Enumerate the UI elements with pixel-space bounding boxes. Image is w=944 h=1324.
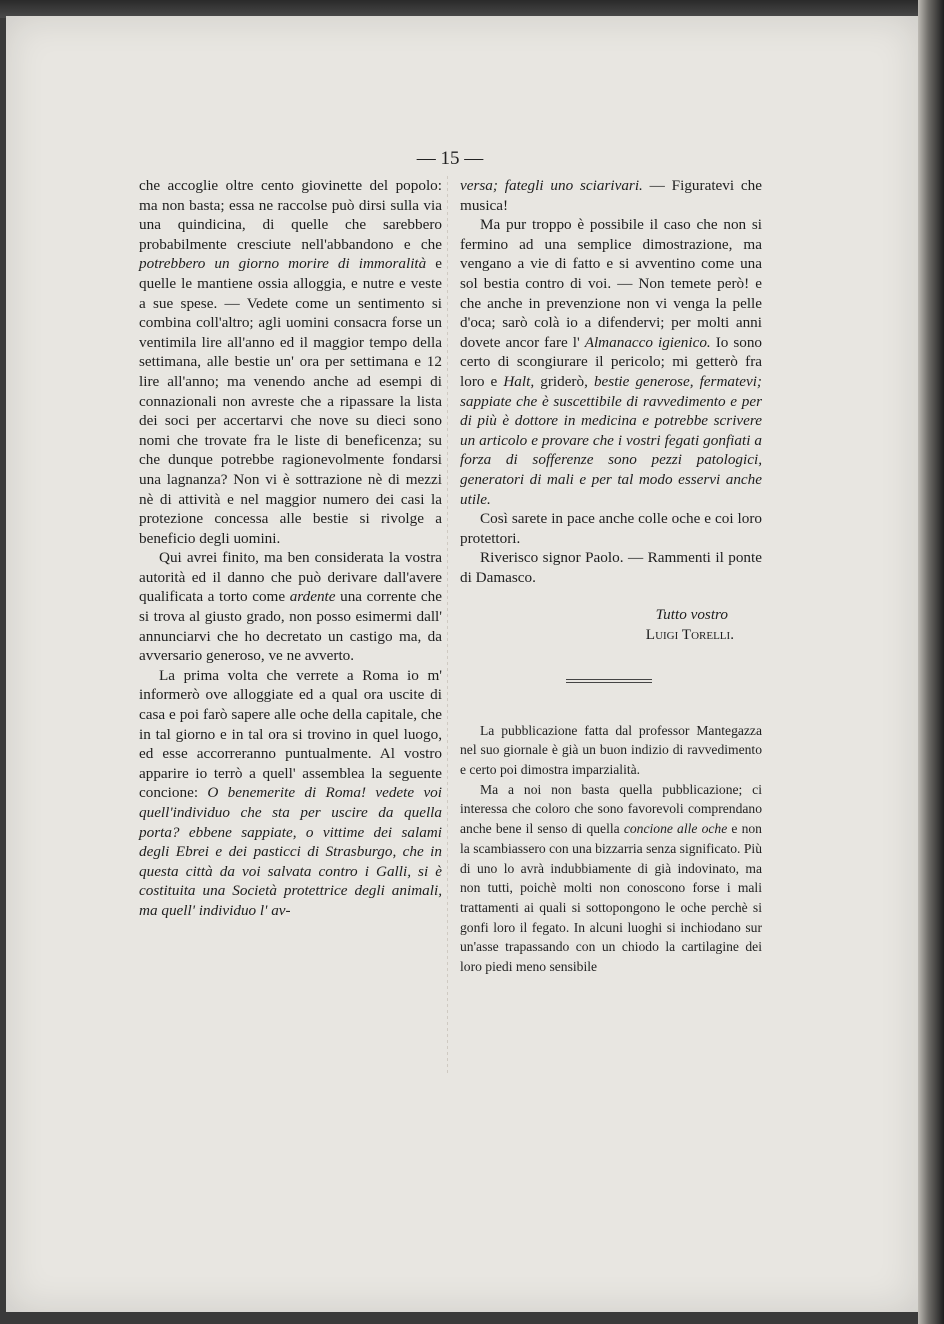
paragraph: [139, 666, 442, 921]
paragraph: [139, 548, 442, 666]
italic-run: potrebbero un giorno morire di immoralità: [139, 255, 427, 273]
editorial-note: [460, 721, 762, 977]
text-run: — Figuratevi che musica!: [460, 177, 762, 214]
left-column: [139, 176, 442, 921]
italic-run: bestie generose, fermatevi; sappiate che è suscettibile di ravvedimento e per di più è dottore in medicina e potrebbe scrivere un articolo e provare che i vostri fegati gonfiati a forza di sofferenze sono pezzi patologici, generatori di mali e per tal modo esservi anche utile.: [460, 372, 762, 508]
text-run: che accoglie oltre cento giovinette del popolo: ma non basta; essa ne raccolse può dirsi sulla via una quindicina, di quelle che sarebbero probabilmente cresciute nell'abbandono e che: [139, 177, 442, 253]
italic-run: ardente: [289, 588, 336, 606]
italic-run: versa; fategli uno sciarivari.: [460, 177, 643, 194]
paragraph: [139, 176, 442, 548]
italic-run: Halt,: [503, 372, 535, 390]
text-run: e non la scambiassero con una bizzarria senza significato. Più di uno lo avrà indubbiamente di già indovinato, ma non tutti, poichè molti non conoscono forse i mali trattamenti ai quali si sottopongono le oche perchè si gonfi loro il fegato. In alcuni luoghi si inchiodano sur un'asse trapassando con un chiodo la cartilagine dei loro piedi meno sensibile: [460, 821, 762, 975]
paragraph: Così sarete in pace anche colle oche e coi loro protettori.: [460, 510, 762, 547]
text-run: e quelle le mantiene ossia alloggia, e nutre e veste a sue spese. — Vedete come un sentimento si combina coll'altro; agli uomini consacra forse un ventimila lire all'anno ed il maggior tempo della settimana, alle bestie un' ora per settimana e 12 lire all'anno; ma venendo anche ad esempi di connazionali non avreste che a ripassare la lista dei soci per accertarvi che nove su dieci sono nomi che trovate fra le liste di beneficenza; su che dunque potrebbe ragionevolmente fondarsi una lagnanza? Non vi è sottrazione nè di mezzi nè di attività e nel maggior numero dei casi la protezione concessa alle bestie si rivolge a beneficio degli uomini.: [139, 255, 442, 547]
column-divider: [447, 176, 448, 1076]
scan-border-right: [918, 0, 944, 1324]
text-run: Ma pur troppo è possibile il caso che non si fermino ad una semplice dimostrazione, ma vengano a vie di fatto e si avventino come una sol bestia contro di voi. — Non temete però! e che anche in prevenzione non vi venga la pelle d'oca; sarò colà io a difendervi; per molti anni dovete ancor fare l': [460, 216, 762, 351]
text-run: una corrente che si trova al giusto grado, non posso esimermi dall' annunciarvi che ho decretato un castigo ma, da avversario generoso, ve ne avverto.: [139, 588, 442, 665]
section-rule: [566, 679, 652, 683]
right-column: [460, 176, 762, 977]
note-paragraph: [460, 780, 762, 977]
page-number: — 15 —: [416, 148, 484, 169]
signature-closing: Tutto vostro: [655, 606, 728, 624]
italic-run: concione alle oche: [623, 821, 728, 837]
note-paragraph: La pubblicazione fatta dal professor Mantegazza nel suo giornale è già un buon indizio di ravvedimento e certo poi dimostra imparzialità.: [460, 722, 762, 778]
paragraph: [460, 215, 762, 509]
text-run: Ma a noi non basta quella pubblicazione; ci interessa che coloro che sono favorevoli comprendano anche bene il senso di quella: [460, 781, 762, 837]
text-run: griderò,: [534, 372, 594, 390]
text-run: Qui avrei finito, ma ben considerata la vostra autorità ed il danno che può derivare dall'avere qualificata a torto come: [139, 549, 442, 606]
italic-run: Almanacco igienico.: [584, 333, 711, 351]
italic-run: O benemerite di Roma! vedete voi quell'individuo che sta per uscire da quella porta? ebbene sappiate, o vittime dei salami degli Ebrei e dei pasticci di Strasburgo, che in questa città da voi salvata contro i Galli, si è costituita una Società protettrice degli animali, ma quell' individuo l' av-: [139, 784, 442, 919]
text-run: Io sono certo di scongiurare il pericolo; mi getterò fra loro e: [460, 333, 763, 390]
text-run: La prima volta che verrete a Roma io m' informerò ove alloggiate ed a qual ora uscite di casa e poi farò sapere alle oche della capitale, che in tal giorno e in tal ora si trovino in quel luogo, ed esse accorreranno puntualmente. Al vostro apparire io terrò a quell' assemblea la seguente concione:: [139, 666, 442, 802]
paragraph: Riverisco signor Paolo. — Rammenti il ponte di Damasco.: [460, 549, 762, 586]
signature-name: Luigi Torelli.: [645, 626, 734, 644]
paragraph: [460, 176, 762, 215]
